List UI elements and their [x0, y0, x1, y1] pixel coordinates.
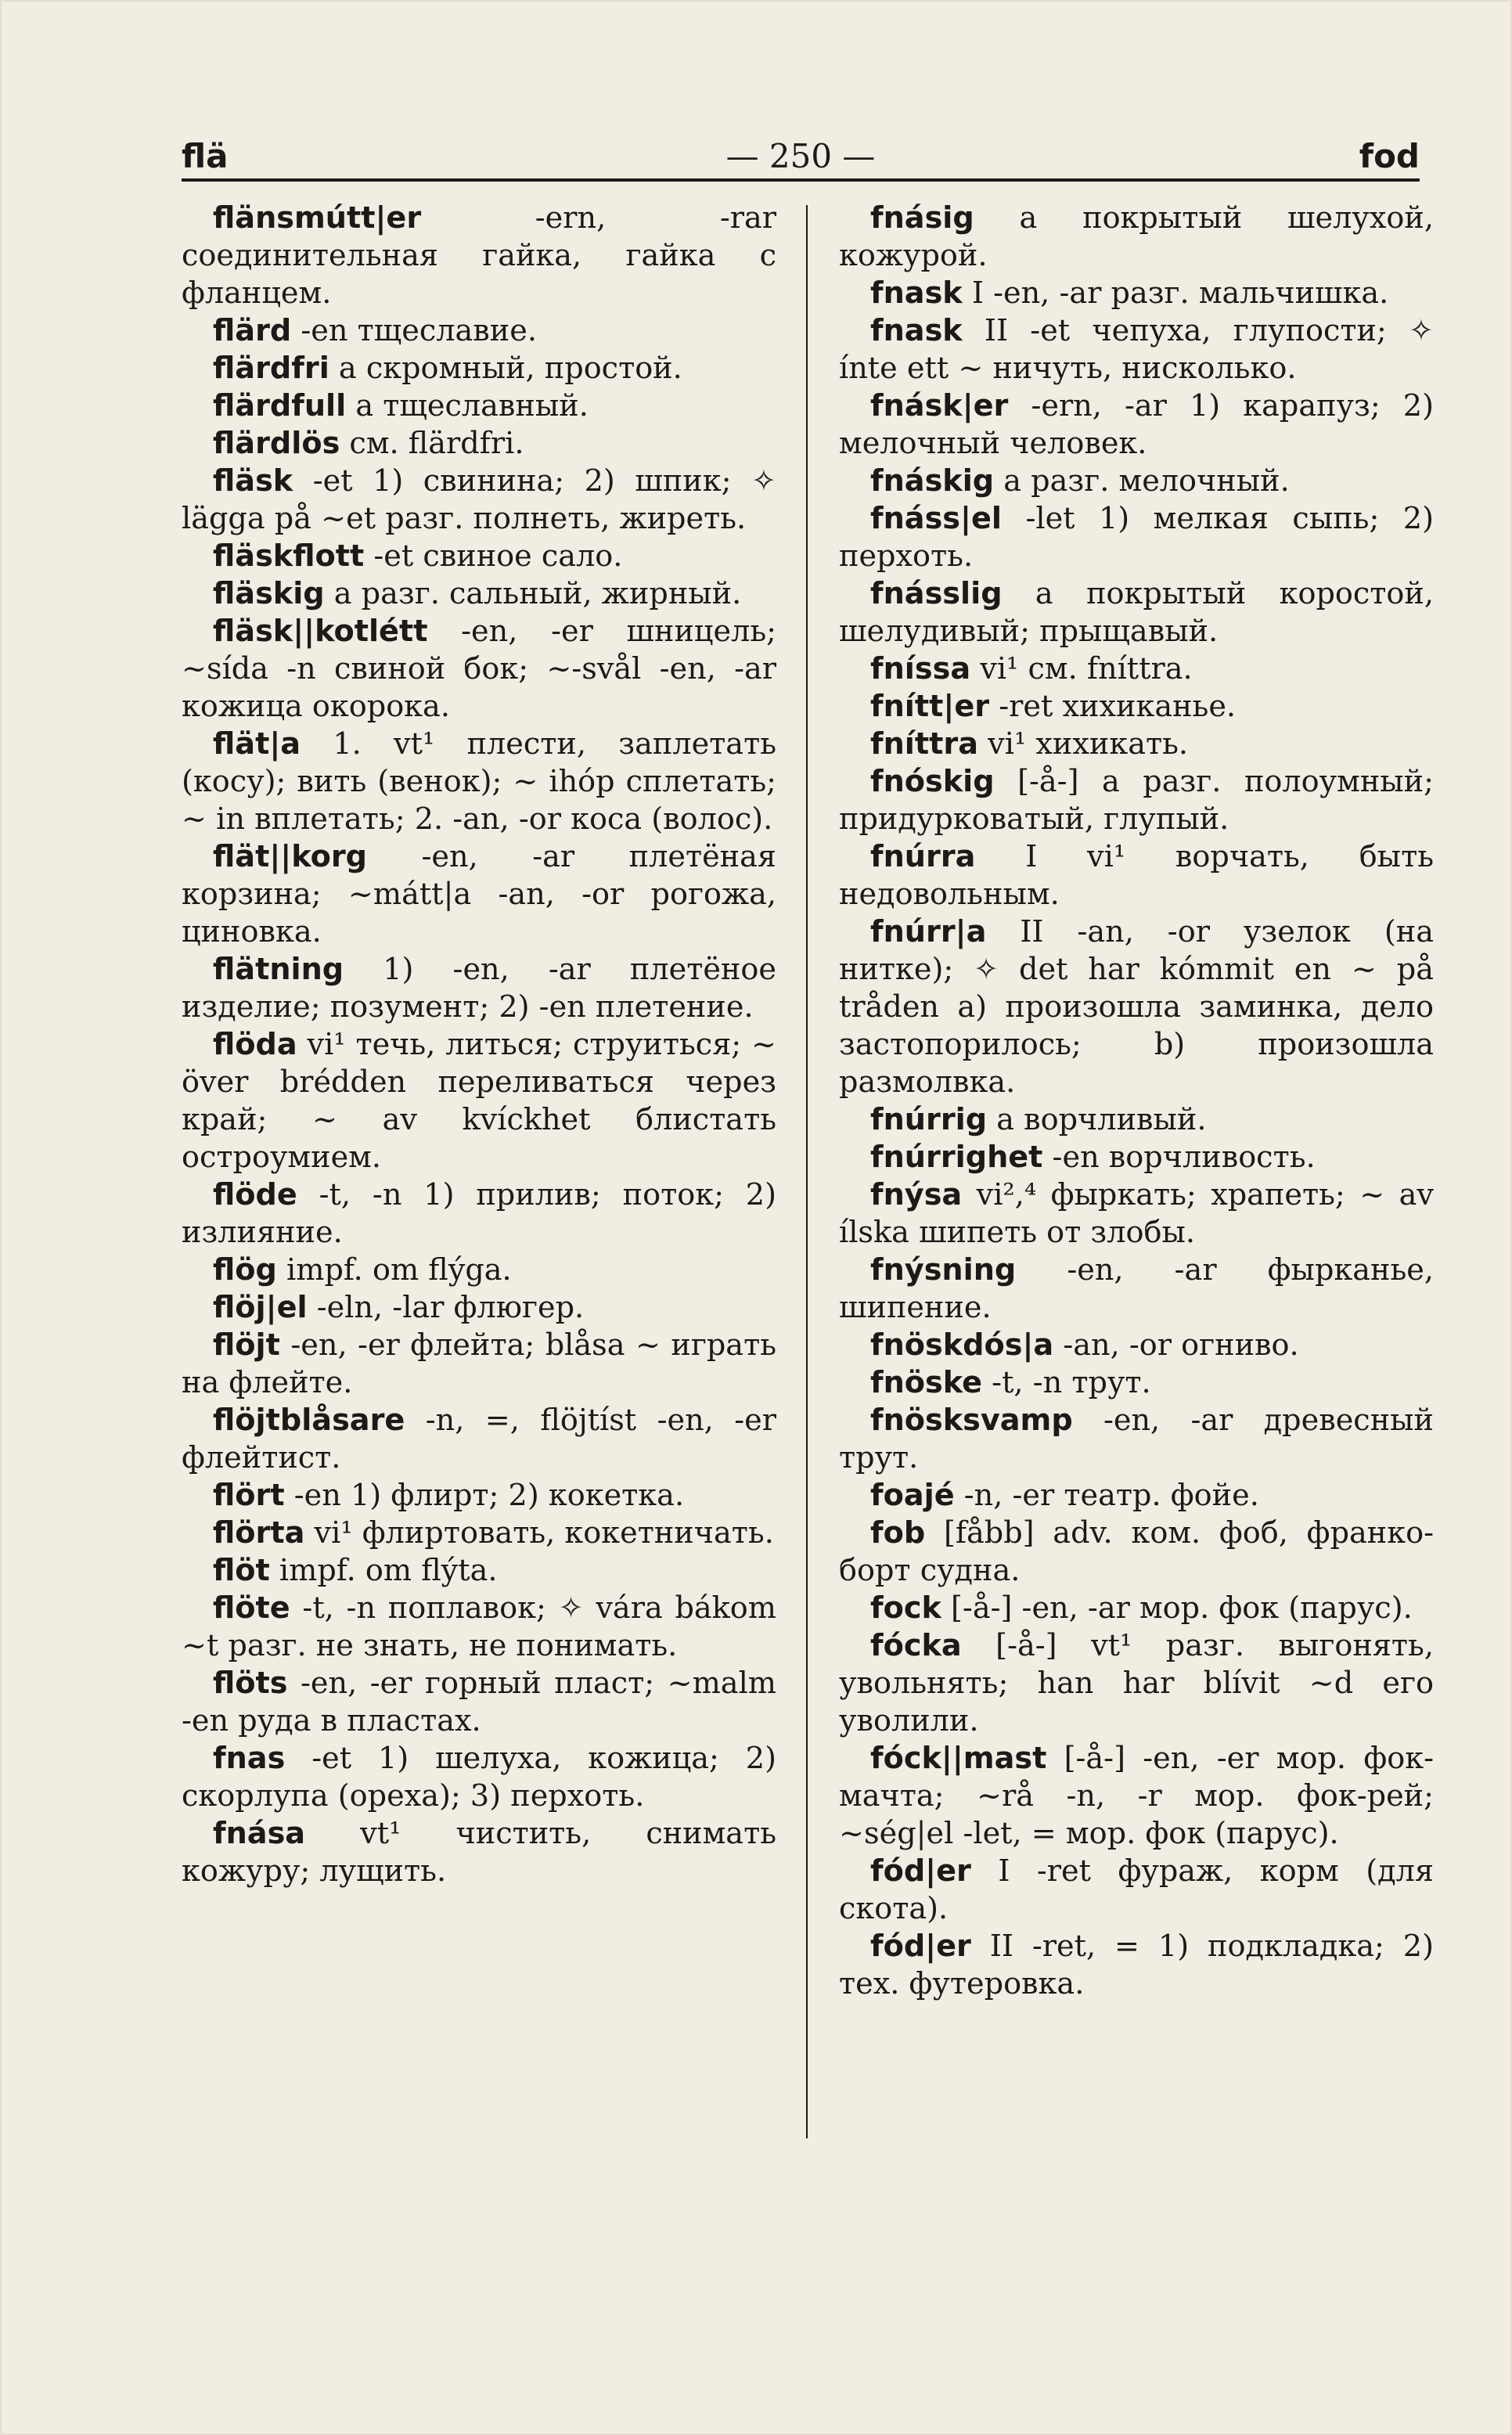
entry-headword: fläsk	[213, 464, 293, 499]
dictionary-entry	[839, 312, 1434, 387]
entry-definition: II -an, -or узелок (на нитке); ✧ det har kómmit en ~ på tråden a) произошла заминка, дело застопорилось; b) произошла размолвка.	[839, 915, 1434, 1100]
dictionary-entry	[182, 200, 776, 312]
dictionary-entry	[182, 1815, 776, 1890]
right-guide-word: fod	[1359, 137, 1420, 175]
entry-definition: a ворчливый.	[987, 1103, 1207, 1137]
dictionary-entry	[839, 200, 1434, 275]
dictionary-entry	[839, 1176, 1434, 1252]
entry-headword: fnásig	[870, 201, 974, 236]
dictionary-entry	[839, 1515, 1434, 1590]
entry-definition: -n, -er театр. фойе.	[954, 1479, 1259, 1513]
dictionary-entry	[839, 1252, 1434, 1327]
entry-definition: -en, -ar плетёная корзина; ~mátt|a -an, -or рогожа, циновка.	[182, 840, 776, 949]
dictionary-entry	[839, 1101, 1434, 1139]
entry-headword: fnýsa	[870, 1178, 963, 1212]
dictionary-entry	[839, 763, 1434, 838]
dictionary-entry	[182, 1590, 776, 1665]
entry-headword: fnítt|er	[870, 690, 990, 724]
dictionary-entry	[839, 650, 1434, 688]
entry-definition: a скромный, простой.	[329, 351, 682, 386]
dictionary-entry	[839, 913, 1434, 1101]
entry-headword: flöjt	[213, 1328, 280, 1363]
entry-headword: flöde	[213, 1178, 297, 1212]
entry-headword: fócka	[870, 1629, 962, 1663]
dictionary-entry	[182, 463, 776, 538]
entry-headword: flät|a	[213, 727, 301, 762]
entry-definition: vi²,⁴ фыркать; храпеть; ~ av ílska шипеть от злобы.	[839, 1178, 1434, 1250]
entry-definition: I -en, -ar разг. мальчишка.	[962, 276, 1389, 311]
entry-definition: -en, -ar фырканье, шипение.	[839, 1253, 1434, 1325]
entry-headword: fnásslig	[870, 577, 1003, 611]
dictionary-entry	[839, 688, 1434, 726]
entry-headword: fód|er	[870, 1854, 971, 1889]
entry-headword: fnas	[213, 1742, 286, 1776]
entry-headword: fnöskdós|a	[870, 1328, 1054, 1363]
dictionary-entry	[182, 838, 776, 951]
left-guide-word: flä	[182, 137, 229, 175]
dictionary-entry	[182, 1665, 776, 1740]
entry-headword: fläskig	[213, 577, 325, 611]
header-rule	[182, 178, 1420, 182]
entry-headword: fnóskig	[870, 765, 995, 799]
entry-headword: fläsk||kotlétt	[213, 614, 428, 649]
entry-headword: fnösksvamp	[870, 1403, 1073, 1438]
entry-headword: flöda	[213, 1028, 297, 1062]
dictionary-entry	[182, 726, 776, 838]
entry-definition: II -et чепуха, глупости; ✧ ínte ett ~ ничуть, нисколько.	[839, 314, 1434, 386]
dictionary-entry	[839, 575, 1434, 650]
dictionary-entry	[182, 425, 776, 463]
dictionary-entry	[839, 1327, 1434, 1364]
entry-headword: flät||korg	[213, 840, 367, 874]
entry-definition: -n, =, flöjtíst -en, -er флейтист.	[182, 1403, 776, 1475]
entry-headword: flätning	[213, 953, 344, 987]
entry-headword: fnúrra	[870, 840, 976, 874]
dictionary-entry	[839, 1364, 1434, 1402]
dictionary-entry	[182, 1515, 776, 1552]
entry-definition: -let 1) мелкая сыпь; 2) перхоть.	[839, 502, 1434, 574]
entry-headword: flört	[213, 1479, 285, 1513]
entry-definition: vt¹ чистить, снимать кожуру; лущить.	[182, 1817, 776, 1889]
entry-definition: a тщеславный.	[346, 389, 589, 423]
entry-definition: vi¹ течь, литься; струиться; ~ över brédden переливаться через край; ~ av kvíckhet блистать остроумием.	[182, 1028, 776, 1175]
entry-definition: impf. om flýta.	[269, 1554, 498, 1588]
entry-headword: fníssa	[870, 652, 971, 686]
entry-headword: flärdfri	[213, 351, 329, 386]
entry-definition: impf. om flýga.	[276, 1253, 512, 1288]
dictionary-entry	[839, 1627, 1434, 1740]
entry-headword: flärdlös	[213, 427, 340, 461]
entry-definition: [fåbb] adv. ком. фоб, франко-борт судна.	[839, 1516, 1434, 1588]
dictionary-entry	[839, 726, 1434, 763]
entry-headword: flöjtblåsare	[213, 1403, 405, 1438]
entry-definition: vi¹ см. fníttra.	[970, 652, 1193, 686]
entry-definition: -et свиное сало.	[364, 539, 623, 574]
entry-headword: fnöske	[870, 1366, 983, 1400]
entry-definition: 1) -en, -ar плетёное изделие; позумент; 2) -en плетение.	[182, 953, 776, 1025]
entry-headword: fläskflott	[213, 539, 365, 574]
dictionary-entry	[182, 312, 776, 350]
entry-headword: fnása	[213, 1817, 306, 1851]
dictionary-entry	[839, 1477, 1434, 1515]
entry-headword: fob	[870, 1516, 926, 1551]
dictionary-entry	[839, 275, 1434, 312]
dictionary-entry	[839, 838, 1434, 913]
entry-definition: -t, -n трут.	[982, 1366, 1151, 1400]
dictionary-entry	[182, 387, 776, 425]
entry-headword: flöts	[213, 1666, 288, 1701]
entry-headword: flöte	[213, 1591, 290, 1626]
entry-definition: vi¹ хихикать.	[978, 727, 1189, 762]
page-number: — 250 —	[725, 137, 876, 175]
entry-headword: fnask	[870, 314, 963, 348]
right-column	[839, 200, 1434, 2235]
dictionary-entry	[182, 613, 776, 726]
entry-headword: flörta	[213, 1516, 305, 1551]
dictionary-entry	[839, 1139, 1434, 1176]
dictionary-entry	[839, 463, 1434, 500]
entry-definition: -en 1) флирт; 2) кокетка.	[284, 1479, 685, 1513]
dictionary-entry	[182, 1477, 776, 1515]
entry-definition: -ret хихиканье.	[989, 690, 1237, 724]
entry-headword: fnúrrig	[870, 1103, 988, 1137]
entry-definition: [-å-] vt¹ разг. выгонять, увольнять; han har blívit ~d его уволили.	[839, 1629, 1434, 1738]
entry-definition: -ern, -rar соединительная гайка, гайка с фланцем.	[182, 201, 776, 311]
entry-definition: -an, -or огниво.	[1053, 1328, 1299, 1363]
dictionary-entry	[839, 387, 1434, 463]
entry-headword: foajé	[870, 1479, 955, 1513]
dictionary-entry	[182, 1402, 776, 1477]
dictionary-entry	[182, 1740, 776, 1815]
entry-headword: fnýsning	[870, 1253, 1017, 1288]
entry-headword: flärdfull	[213, 389, 347, 423]
entry-definition: -t, -n поплавок; ✧ vára bákom ~t разг. не знать, не понимать.	[182, 1591, 776, 1663]
entry-definition: -et 1) свинина; 2) шпик; ✧ lägga på ~et разг. полнеть, жиреть.	[182, 464, 776, 536]
entry-headword: fnúrrighet	[870, 1140, 1043, 1175]
entry-headword: flög	[213, 1253, 277, 1288]
entry-definition: -et 1) шелуха, кожица; 2) скорлупа (ореха); 3) перхоть.	[182, 1742, 776, 1814]
entry-definition: I vi¹ ворчать, быть недовольным.	[839, 840, 1434, 912]
dictionary-entry	[839, 1740, 1434, 1853]
dictionary-entry	[182, 1252, 776, 1289]
entry-headword: fóck||mast	[870, 1742, 1047, 1776]
entry-headword: fnásk|er	[870, 389, 1009, 423]
entry-definition: см. flärdfri.	[340, 427, 524, 461]
entry-headword: fnask	[870, 276, 963, 311]
dictionary-entry	[182, 350, 776, 387]
dictionary-entry	[839, 1853, 1434, 1928]
entry-definition: 1. vt¹ плести, заплетать (косу); вить (венок); ~ ihóp сплетать; ~ in вплетать; 2. -an, -or коса (волос).	[182, 727, 776, 837]
entry-definition: -en тщеславие.	[291, 314, 537, 348]
entry-definition: -en ворчливость.	[1042, 1140, 1316, 1175]
entry-definition: [-å-] -en, -ar мор. фок (парус).	[941, 1591, 1413, 1626]
entry-headword: fód|er	[870, 1929, 971, 1964]
entry-headword: fnáss|el	[870, 502, 1002, 536]
dictionary-entry	[182, 538, 776, 575]
dictionary-entry	[182, 1176, 776, 1252]
entry-definition: -t, -n 1) прилив; поток; 2) излияние.	[182, 1178, 776, 1250]
entry-headword: fock	[870, 1591, 941, 1626]
left-column	[182, 200, 776, 2235]
entry-headword: flänsmútt|er	[213, 201, 422, 236]
entry-headword: fnúrr|a	[870, 915, 987, 949]
entry-definition: [-å-] a разг. полоумный; придурковатый, глупый.	[839, 765, 1434, 837]
dictionary-entry	[839, 1402, 1434, 1477]
entry-definition: [-å-] -en, -er мор. фок-мачта; ~rå -n, -r мор. фок-рей; ~ség|el -let, = мор. фок (парус).	[839, 1742, 1434, 1851]
page-header	[182, 131, 1420, 182]
entry-headword: fnáskig	[870, 464, 995, 499]
entry-definition: a разг. мелочный.	[994, 464, 1290, 499]
entry-definition: I -ret фураж, корм (для скота).	[839, 1854, 1434, 1926]
dictionary-entry	[839, 500, 1434, 575]
dictionary-entry	[182, 951, 776, 1026]
entry-definition: -en, -er шницель; ~sída -n свиной бок; ~-svål -en, -ar кожица окорока.	[182, 614, 776, 724]
entry-definition: a покрытый шелухой, кожурой.	[839, 201, 1434, 273]
entry-definition: -eln, -lar флюгер.	[307, 1291, 585, 1325]
entry-definition: -en, -er горный пласт; ~malm -en руда в пластах.	[182, 1666, 776, 1738]
dictionary-entry	[839, 1928, 1434, 2003]
entry-definition: a покрытый коростой, шелудивый; прыщавый.	[839, 577, 1434, 649]
dictionary-entry	[182, 1552, 776, 1590]
dictionary-entry	[182, 575, 776, 613]
entry-definition: II -ret, = 1) подкладка; 2) тех. футеровка.	[839, 1929, 1434, 2001]
entry-headword: flöj|el	[213, 1291, 308, 1325]
dictionary-entry	[182, 1289, 776, 1327]
dictionary-entry	[182, 1327, 776, 1402]
entry-headword: flärd	[213, 314, 292, 348]
entry-headword: fníttra	[870, 727, 979, 762]
entry-headword: flöt	[213, 1554, 270, 1588]
entry-definition: a разг. сальный, жирный.	[324, 577, 742, 611]
entry-definition: -en, -ar древесный трут.	[839, 1403, 1434, 1475]
entry-definition: vi¹ флиртовать, кокетничать.	[304, 1516, 774, 1551]
entry-definition: -en, -er флейта; blåsa ~ играть на флейте.	[182, 1328, 776, 1400]
column-divider	[806, 205, 808, 2138]
dictionary-entry	[182, 1026, 776, 1176]
entry-definition: -ern, -ar 1) карапуз; 2) мелочный человек.	[839, 389, 1434, 461]
dictionary-entry	[839, 1590, 1434, 1627]
